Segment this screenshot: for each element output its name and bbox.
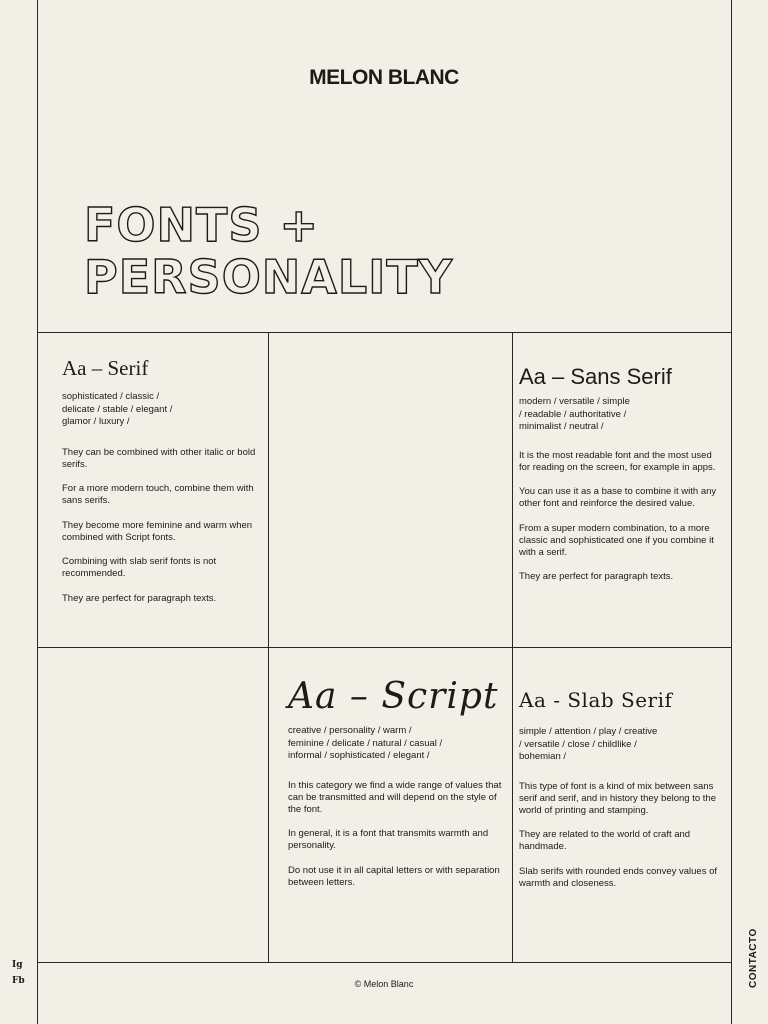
trait-line: bohemian / (519, 751, 567, 762)
trait-line: sophisticated / classic / (62, 391, 160, 402)
paragraph: For a more modern touch, combine them with sans serifs. (62, 483, 254, 506)
facebook-link[interactable]: Fb (12, 976, 25, 986)
trait-line: glamor / luxury / (62, 416, 130, 427)
paragraph: Do not use it in all capital letters or with separation between letters. (288, 864, 500, 888)
brand-logo[interactable]: MELON BLANC (309, 66, 459, 89)
paragraph: Combining with slab serif fonts is not recommended. (62, 556, 217, 579)
grid-line-bottom (37, 962, 732, 963)
slab-serif-traits (519, 726, 719, 764)
paragraph: Slab serifs with rounded ends convey values of warmth and closeness. (519, 865, 718, 889)
grid-line-right (731, 0, 732, 1024)
sans-serif-description (519, 450, 719, 584)
paragraph: They are related to the world of craft and handmade. (519, 829, 691, 852)
serif-section (62, 356, 257, 617)
sans-serif-title: Aa – Sans Serif (519, 364, 672, 389)
grid-line-middle (37, 647, 732, 648)
title-line-1: FONTS + (84, 198, 320, 252)
trait-line: simple / attention / play / creative (519, 726, 658, 737)
contact-link[interactable]: CONTACTO (748, 928, 759, 988)
paragraph: They are perfect for paragraph texts. (62, 592, 217, 604)
paragraph: It is the most readable font and the most used for reading on the screen, for example in apps. (519, 449, 716, 473)
sans-serif-section (519, 364, 719, 596)
trait-line: modern / versatile / simple (519, 396, 630, 407)
slab-serif-section (519, 688, 719, 902)
grid-line-left (37, 0, 38, 1024)
trait-line: creative / personality / warm / (288, 725, 412, 736)
trait-line: feminine / delicate / natural / casual / (288, 737, 443, 749)
trait-line: / readable / authoritative / (519, 408, 627, 420)
slab-serif-title: Aa - Slab Serif (519, 688, 673, 712)
paragraph: This type of font is a kind of mix between sans serif and serif, and in history they belong to the world of printing and stamping. (519, 780, 716, 816)
serif-traits (62, 391, 257, 429)
script-section (288, 676, 503, 901)
paragraph: In general, it is a font that transmits warmth and personality. (288, 828, 489, 851)
trait-line: minimalist / neutral / (519, 421, 604, 432)
paragraph: In this category we find a wide range of values that can be transmitted and will depend on the style of the font. (288, 779, 502, 815)
trait-line: informal / sophisticated / elegant / (288, 750, 430, 761)
trait-line: delicate / stable / elegant / (62, 403, 173, 415)
title-line-2: PERSONALITY (84, 250, 454, 304)
grid-line-top (37, 332, 732, 333)
paragraph: They are perfect for paragraph texts. (519, 571, 674, 582)
grid-line-col2 (268, 332, 269, 963)
serif-description (62, 447, 257, 605)
serif-title: Aa – Serif (62, 356, 149, 380)
slab-serif-description (519, 781, 719, 890)
paragraph: They become more feminine and warm when combined with Script fonts. (62, 519, 253, 543)
script-title: Aa – Script (288, 676, 499, 717)
sans-serif-traits (519, 396, 719, 434)
trait-line: / versatile / close / childlike / (519, 738, 637, 750)
page-title (84, 199, 453, 303)
script-description (288, 780, 503, 889)
grid-line-col3 (512, 332, 513, 963)
instagram-link[interactable]: Ig (12, 960, 23, 970)
script-traits (288, 725, 503, 763)
copyright: © Melon Blanc (354, 979, 414, 989)
paragraph: From a super modern combination, to a more classic and sophisticated one if you combine it with a serif. (519, 522, 714, 558)
paragraph: They can be combined with other italic or bold serifs. (62, 446, 256, 470)
paragraph: You can use it as a base to combine it with any other font and reinforce the desired value. (519, 486, 717, 509)
